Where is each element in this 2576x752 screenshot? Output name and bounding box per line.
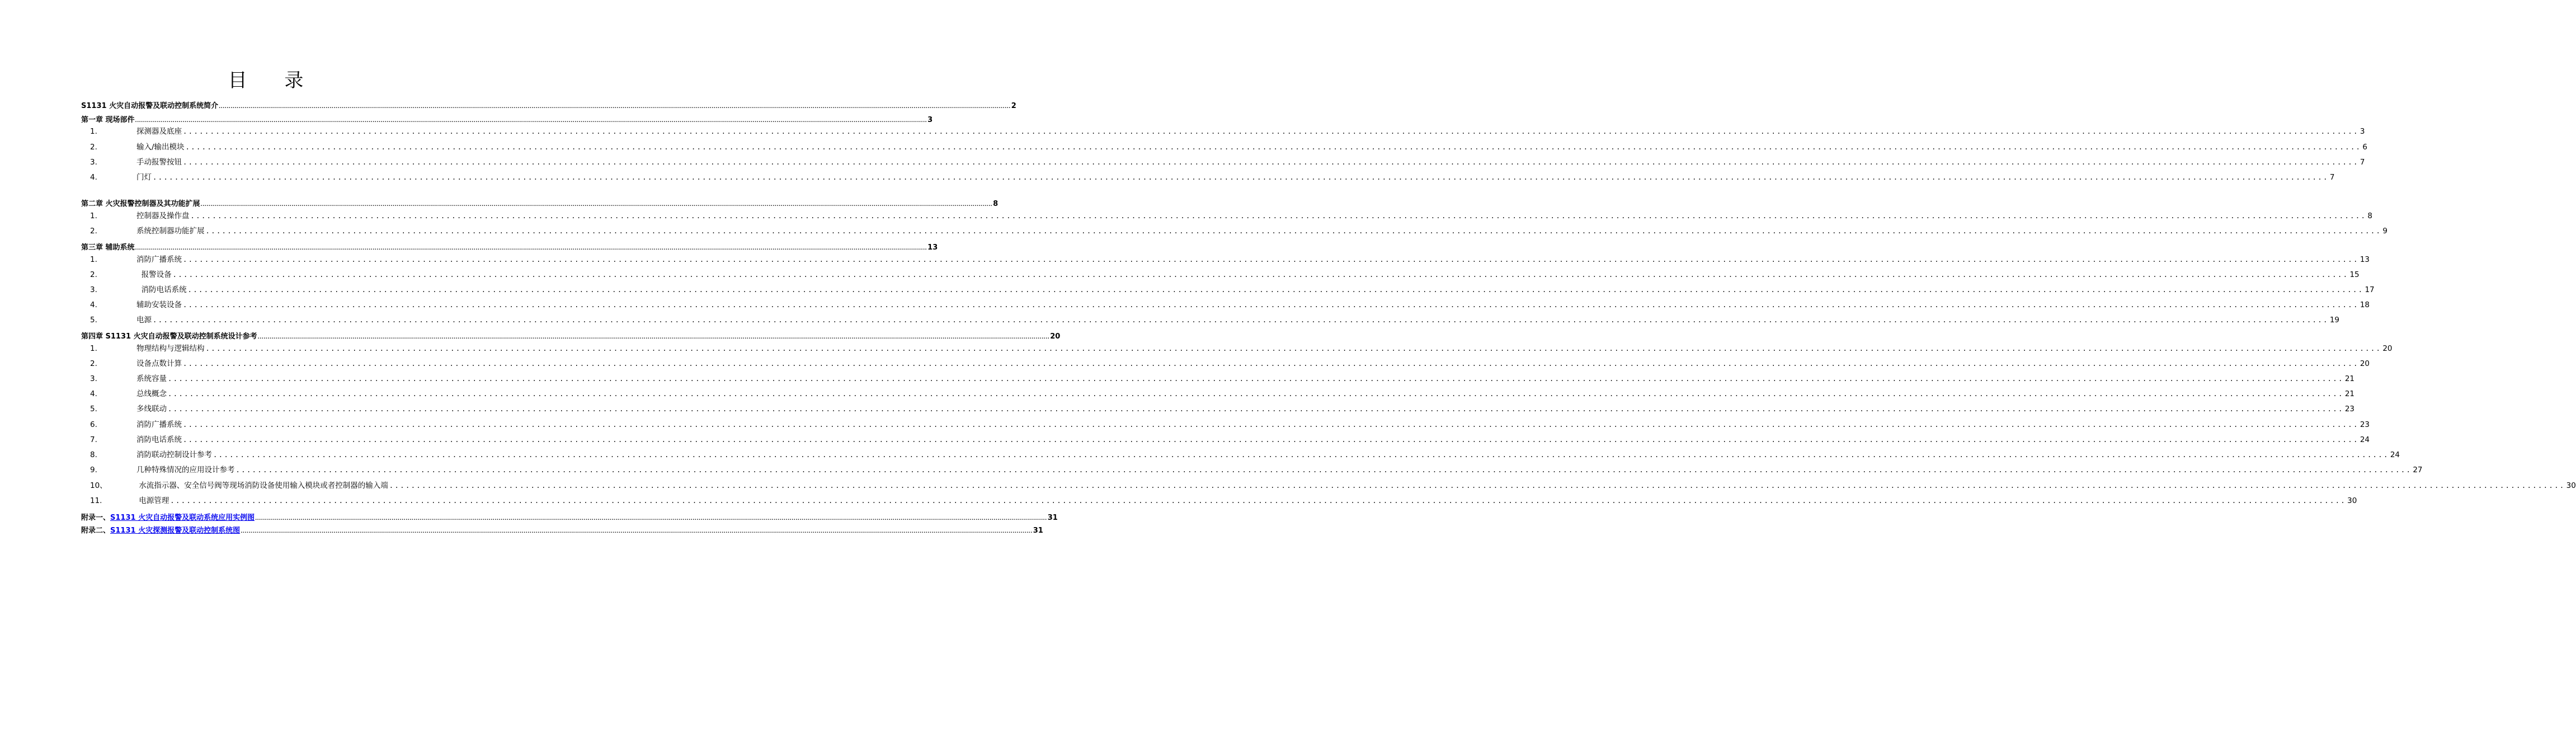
dot-leader: ................................................................................................................................................................................................................................................................................................................................................................................................................	[183, 436, 2359, 444]
dot-leader: ................................................................................................................................................................................................................................................................................................................................................................................................................	[170, 497, 2347, 505]
dot-leader: ................................................................................................................................................................................................................................................................................................................................................................................................................	[200, 202, 993, 207]
toc-section-entry[interactable]	[81, 125, 2365, 136]
toc-entry-number: 6.	[90, 420, 97, 429]
toc-page-number: 20	[2360, 359, 2370, 368]
toc-entry-number: 2.	[90, 359, 97, 368]
toc-page-number: 8	[2367, 212, 2372, 220]
toc-entry-title: 消防联动控制设计参考	[136, 450, 212, 459]
dot-leader: ................................................................................................................................................................................................................................................................................................................................................................................................................	[241, 529, 1033, 534]
dot-leader: ................................................................................................................................................................................................................................................................................................................................................................................................................	[255, 516, 1047, 521]
toc-page-number: 23	[2360, 420, 2370, 429]
dot-leader: ................................................................................................................................................................................................................................................................................................................................................................................................................	[183, 158, 2359, 166]
toc-entry-title: 手动报警按钮	[136, 158, 182, 167]
dot-leader: ................................................................................................................................................................................................................................................................................................................................................................................................................	[168, 390, 2344, 398]
toc-entry-title: 消防广播系统	[136, 420, 182, 429]
toc-entry-number: 3.	[90, 285, 97, 294]
dot-leader: ................................................................................................................................................................................................................................................................................................................................................................................................................	[183, 301, 2359, 309]
toc-entry-title: 第四章 S1131 火灾自动报警及联动控制系统设计参考	[81, 332, 257, 341]
dot-leader: ................................................................................................................................................................................................................................................................................................................................................................................................................	[135, 246, 927, 251]
toc-section-entry[interactable]	[81, 372, 2355, 383]
toc-page-number: 24	[2360, 435, 2370, 444]
toc-chapter-entry[interactable]	[81, 114, 933, 124]
toc-section-entry[interactable]	[81, 479, 2576, 490]
toc-entry-title: 第二章 火灾报警控制器及其功能扩展	[81, 200, 200, 208]
toc-page-number: 7	[2329, 173, 2335, 182]
toc-entry-link[interactable]: S1131 火灾探测报警及联动控制系统图	[110, 527, 241, 535]
toc-chapter-entry[interactable]	[81, 524, 1043, 535]
toc-entry-number: 5.	[90, 316, 97, 325]
toc-entry-number: 2.	[90, 227, 97, 236]
toc-page-number: 20	[1050, 332, 1061, 341]
toc-entry-number: 11.	[90, 496, 102, 505]
dot-leader: ................................................................................................................................................................................................................................................................................................................................................................................................................	[183, 360, 2359, 368]
toc-section-entry[interactable]	[81, 253, 2370, 264]
toc-entry-title: 设备点数计算	[136, 359, 182, 368]
toc-section-entry[interactable]	[81, 298, 2370, 309]
toc-chapter-entry[interactable]	[81, 198, 999, 208]
toc-page-number: 21	[2344, 389, 2355, 398]
toc-entry-title: 电源管理	[136, 496, 169, 505]
toc-entry-number: 9.	[90, 466, 97, 474]
toc-section-entry[interactable]	[81, 418, 2370, 429]
toc-chapter-entry[interactable]	[81, 100, 1016, 110]
toc-entry-number: 1.	[90, 127, 97, 136]
toc-section-entry[interactable]	[81, 402, 2355, 413]
toc-entry-title: 报警设备	[136, 270, 172, 279]
toc-entry-title: 输入/输出模块	[136, 143, 185, 152]
toc-entry-number: 8.	[90, 450, 97, 459]
toc-entry-number: 2.	[90, 270, 97, 279]
toc-entry-number: 4.	[90, 300, 97, 309]
toc-entry-number: 5.	[90, 405, 97, 413]
toc-page-number: 20	[2382, 344, 2393, 353]
toc-chapter-entry[interactable]	[81, 511, 1058, 522]
toc-section-entry[interactable]	[81, 156, 2365, 167]
toc-entry-title: 系统容量	[136, 374, 167, 383]
toc-page-number: 23	[2344, 405, 2355, 413]
dot-leader: ................................................................................................................................................................................................................................................................................................................................................................................................................	[205, 345, 2382, 352]
toc-entry-title: 辅助安装设备	[136, 300, 182, 309]
toc-section-entry[interactable]	[81, 448, 2400, 459]
toc-section-entry[interactable]	[81, 171, 2335, 182]
dot-leader: ................................................................................................................................................................................................................................................................................................................................................................................................................	[135, 118, 927, 123]
toc-section-entry[interactable]	[81, 463, 2423, 474]
toc-entry-title: 几种特殊情况的应用设计参考	[136, 466, 235, 474]
toc-page-number: 19	[2329, 316, 2340, 325]
toc-section-entry[interactable]	[81, 209, 2372, 220]
toc-section-entry[interactable]	[81, 268, 2360, 279]
toc-section-entry[interactable]	[81, 283, 2375, 294]
toc-entry-number: 3.	[90, 374, 97, 383]
toc-section-entry[interactable]	[81, 342, 2393, 353]
toc-section-entry[interactable]	[81, 387, 2355, 398]
toc-entry-title: 多线联动	[136, 405, 167, 413]
toc-page-number: 24	[2390, 450, 2400, 459]
dot-leader: ................................................................................................................................................................................................................................................................................................................................................................................................................	[183, 128, 2359, 135]
toc-page-number: 13	[2360, 255, 2370, 264]
dot-leader: ................................................................................................................................................................................................................................................................................................................................................................................................................	[153, 173, 2329, 181]
toc-entry-number: 1.	[90, 255, 97, 264]
toc-entry-number: 1.	[90, 212, 97, 220]
toc-entry-prefix: 附录二、	[81, 527, 111, 535]
toc-page-number: 15	[2349, 270, 2360, 279]
toc-entry-title: 消防电话系统	[136, 435, 182, 444]
toc-entry-number: 4.	[90, 173, 97, 182]
toc-chapter-entry[interactable]	[81, 330, 1061, 341]
dot-leader: ................................................................................................................................................................................................................................................................................................................................................................................................................	[168, 405, 2344, 413]
toc-section-entry[interactable]	[81, 494, 2357, 505]
dot-leader: ................................................................................................................................................................................................................................................................................................................................................................................................................	[185, 143, 2362, 151]
toc-page-number: 30	[2347, 496, 2357, 505]
toc-page-number: 7	[2360, 158, 2365, 167]
dot-leader: ................................................................................................................................................................................................................................................................................................................................................................................................................	[190, 212, 2367, 220]
toc-section-entry[interactable]	[81, 433, 2370, 444]
toc-page-number: 2	[1011, 102, 1016, 110]
toc-entry-title: 第三章 辅助系统	[81, 243, 135, 252]
toc-section-entry[interactable]	[81, 313, 2340, 325]
toc-page-number: 21	[2344, 374, 2355, 383]
dot-leader: ................................................................................................................................................................................................................................................................................................................................................................................................................	[168, 375, 2344, 383]
toc-page-number: 18	[2360, 300, 2370, 309]
toc-entry-title: 电源	[136, 316, 152, 325]
toc-entry-number: 7.	[90, 435, 97, 444]
toc-page-number: 13	[927, 243, 938, 252]
toc-entry-title: 消防广播系统	[136, 255, 182, 264]
toc-entry-title: 系统控制器功能扩展	[136, 227, 205, 236]
toc-page-number: 27	[2413, 466, 2423, 474]
toc-entry-title: 物理结构与逻辑结构	[136, 344, 205, 353]
dot-leader: ................................................................................................................................................................................................................................................................................................................................................................................................................	[213, 451, 2389, 459]
dot-leader: ................................................................................................................................................................................................................................................................................................................................................................................................................	[219, 104, 1011, 109]
toc-page-number: 30	[2566, 481, 2576, 490]
toc-chapter-entry[interactable]	[81, 241, 938, 252]
toc-entry-title: 门灯	[136, 173, 152, 182]
dot-leader: ................................................................................................................................................................................................................................................................................................................................................................................................................	[153, 316, 2329, 324]
toc-entry-link[interactable]: S1131 火灾自动报警及联动系统应用实例图	[110, 514, 255, 522]
toc-entry-title: 总线概念	[136, 389, 167, 398]
toc-entry-title: 探测器及底座	[136, 127, 182, 136]
toc-page-number: 3	[927, 116, 933, 124]
toc-entry-number: 3.	[90, 158, 97, 167]
toc-page-number: 31	[1033, 527, 1043, 535]
toc-entry-title: 第一章 现场部件	[81, 116, 135, 124]
toc-entry-title: 水流指示器、安全信号阀等现场消防设备使用输入模块或者控制器的输入端	[136, 481, 388, 490]
toc-section-entry[interactable]	[81, 357, 2370, 368]
dot-leader: ................................................................................................................................................................................................................................................................................................................................................................................................................	[236, 466, 2412, 474]
dot-leader: ................................................................................................................................................................................................................................................................................................................................................................................................................	[205, 227, 2382, 235]
toc-page-number: 17	[2365, 285, 2375, 294]
toc-section-entry[interactable]	[81, 140, 2367, 152]
dot-leader: ................................................................................................................................................................................................................................................................................................................................................................................................................	[187, 286, 2364, 294]
dot-leader: ................................................................................................................................................................................................................................................................................................................................................................................................................	[183, 421, 2359, 429]
dot-leader: ................................................................................................................................................................................................................................................................................................................................................................................................................	[257, 335, 1050, 340]
toc-entry-title: 消防电话系统	[136, 285, 187, 294]
toc-page-number: 6	[2362, 143, 2367, 152]
dot-leader: ................................................................................................................................................................................................................................................................................................................................................................................................................	[183, 256, 2359, 264]
toc-entry-prefix: 附录一、	[81, 514, 111, 522]
toc-entry-number: 10、	[90, 481, 107, 490]
toc-page-number: 9	[2382, 227, 2387, 236]
toc-entry-number: 1.	[90, 344, 97, 353]
toc-page-number: 3	[2360, 127, 2365, 136]
toc-entry-title: S1131 火灾自动报警及联动控制系统简介	[81, 102, 219, 110]
dot-leader: ................................................................................................................................................................................................................................................................................................................................................................................................................	[389, 482, 2565, 490]
toc-page-number: 8	[993, 200, 999, 208]
toc-entry-number: 4.	[90, 389, 97, 398]
toc-section-entry[interactable]	[81, 224, 2387, 236]
toc-entry-number: 2.	[90, 143, 97, 152]
dot-leader: ................................................................................................................................................................................................................................................................................................................................................................................................................	[172, 271, 2349, 279]
toc-page-number: 31	[1047, 514, 1058, 522]
toc-entry-title: 控制器及操作盘	[136, 212, 190, 220]
page-title: 目 录	[228, 69, 319, 92]
